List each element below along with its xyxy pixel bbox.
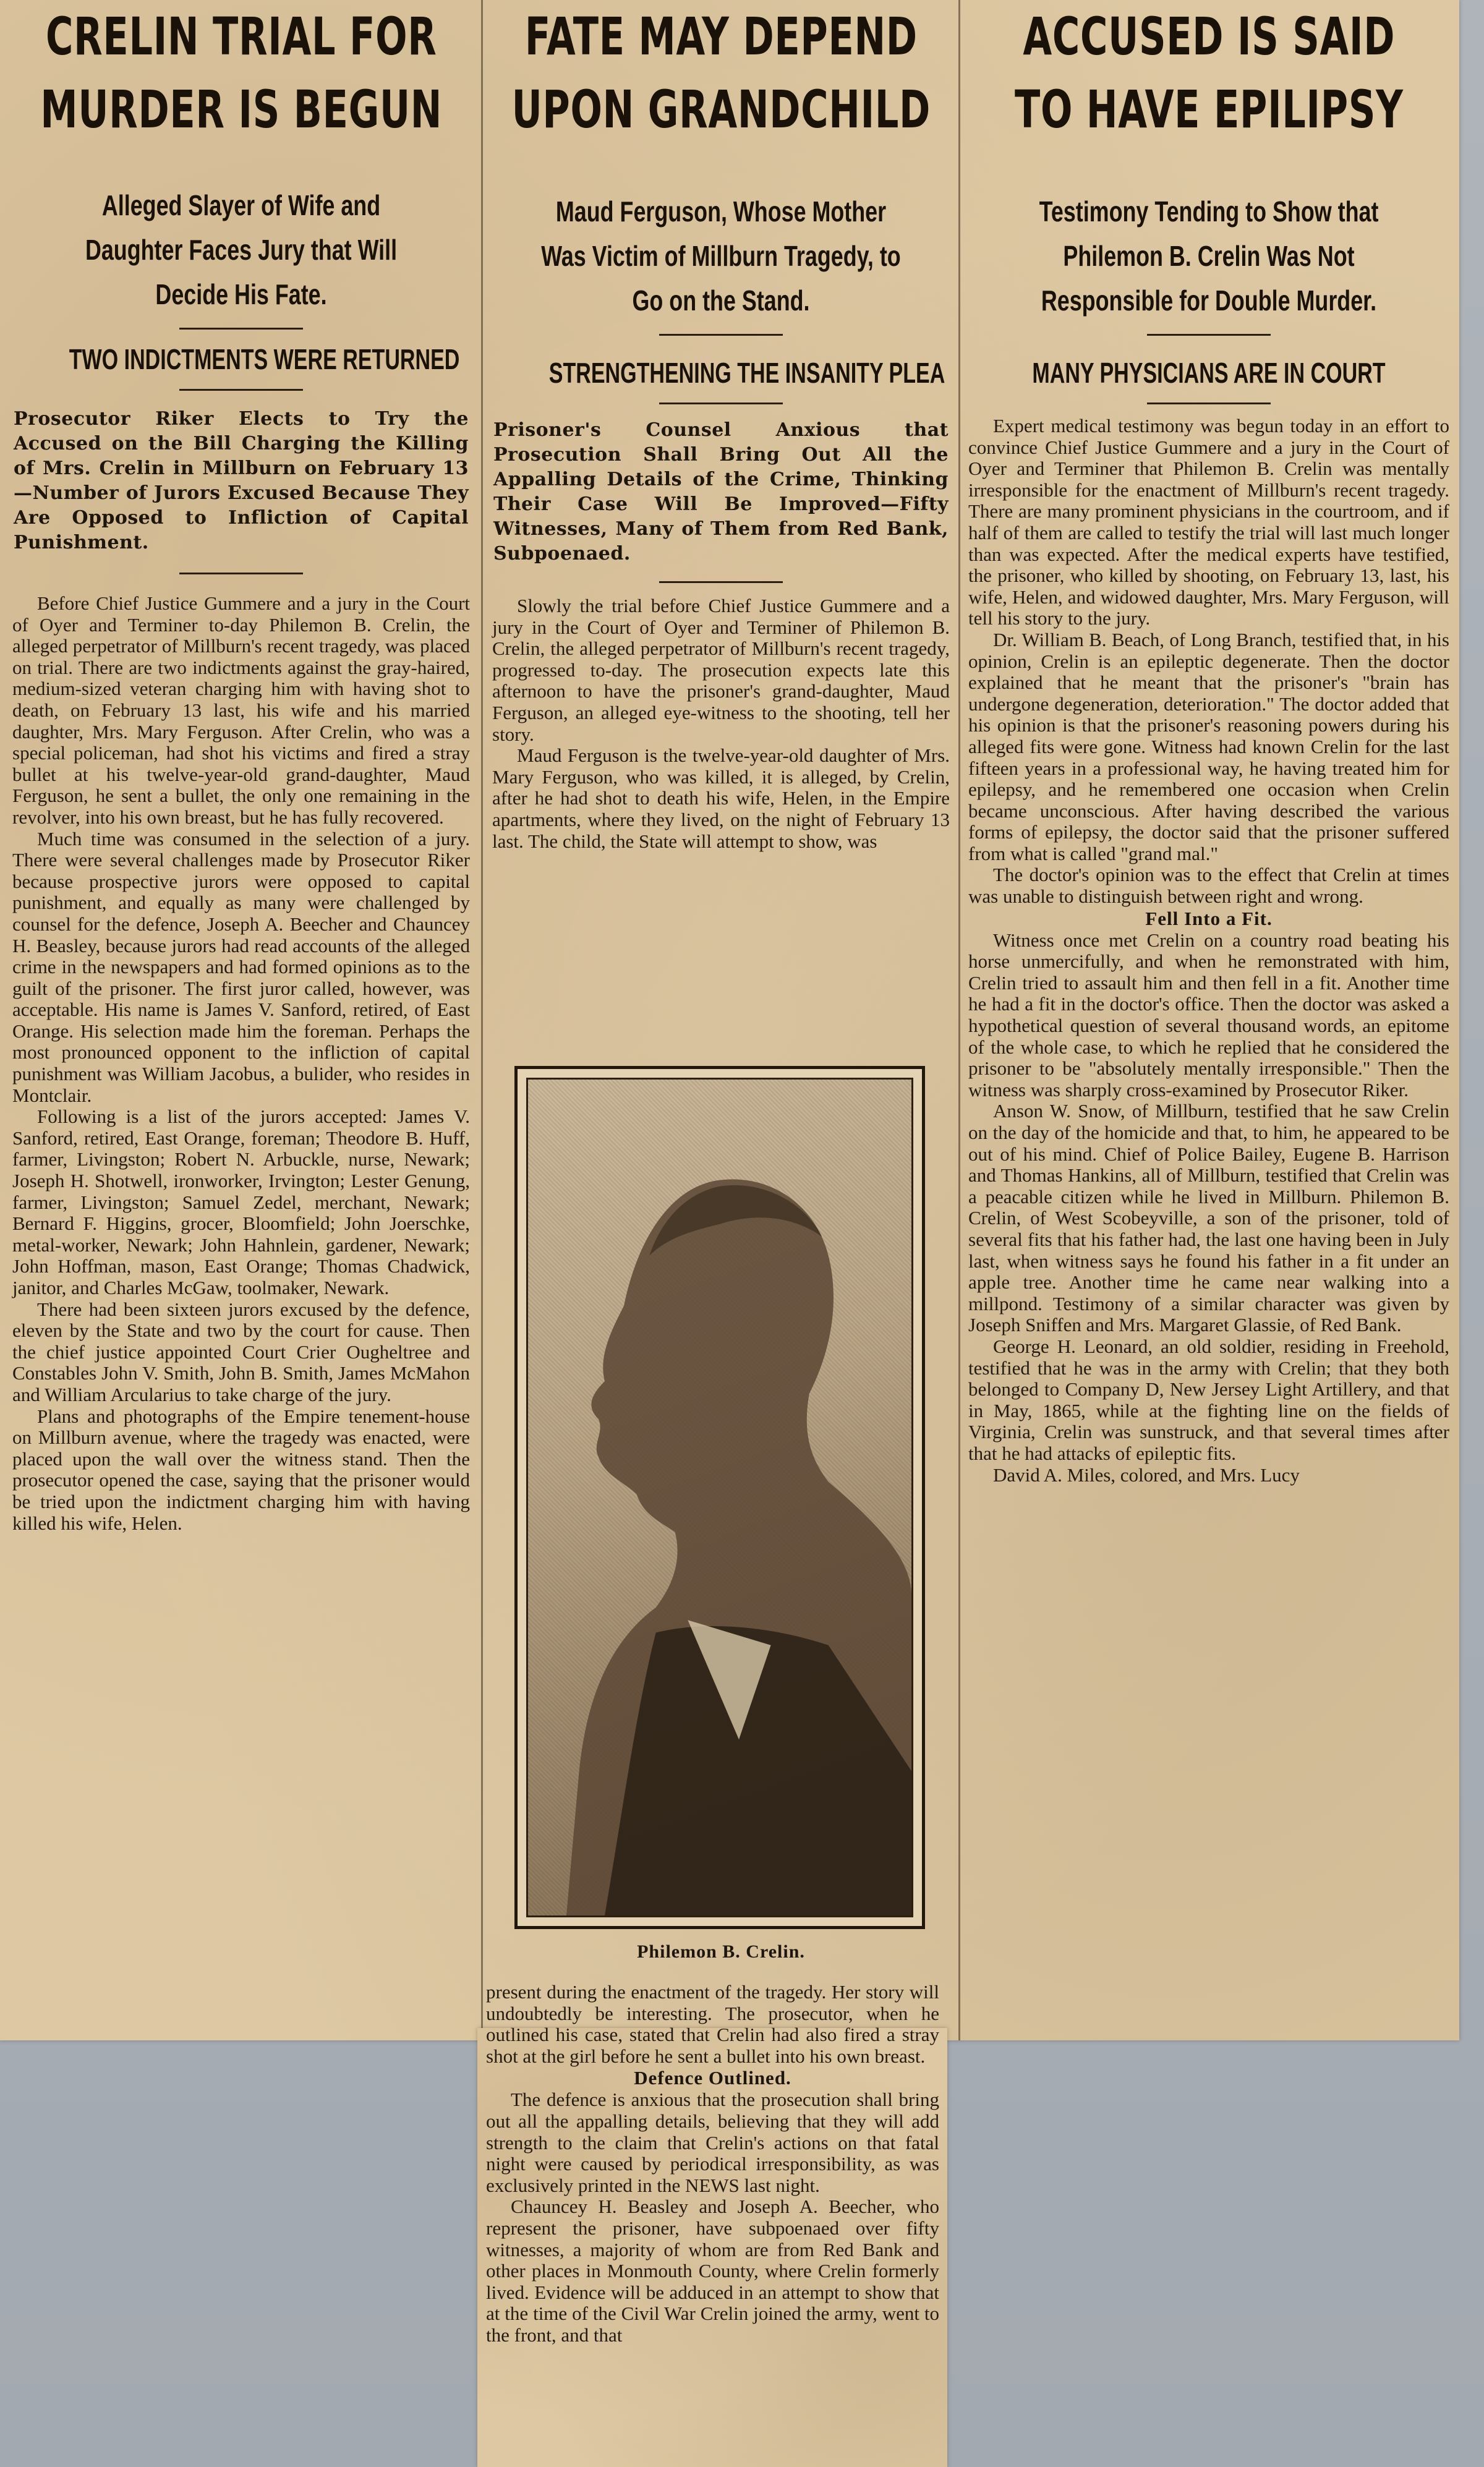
summary: Prosecutor Riker Elects to Try the Accused on the Bill Charging the Killing of Mrs. Crelin in Millburn on February 13—Number of Jurors Excused Because They Are Opposed to Infliction of Capital Punishment.	[14, 408, 469, 553]
article-crelin-trial	[9, 0, 474, 1534]
paragraph: Plans and photographs of the Empire tenement-house on Millburn avenue, where the tragedy was enacted, were placed upon the wall over the witness stand. Then the prosecutor opened the case, saying that the prisoner would be tried upon the indictment charging him with having killed his wife, Helen.	[12, 1405, 470, 1534]
divider	[1147, 403, 1271, 404]
divider	[659, 581, 783, 583]
paragraph: Slowly the trial before Chief Justice Gummere and a jury in the Court of Oyer and Terminer of Philemon B. Crelin, the alleged perpetrator of Millburn's recent tragedy, progressed to-day. The prosecution expects late this afternoon to have the prisoner's grand-daughter, Maud Ferguson, an alleged eye-witness to the shooting, tell her story.	[492, 595, 950, 745]
summary: Prisoner's Counsel Anxious that Prosecution Shall Bring Out All the Appalling Details of the Crime, Thinking Their Case Will Be Improved—Fifty Witnesses, Many of Them from Red Bank, Subpoenaed.	[493, 419, 949, 565]
paragraph: There had been sixteen jurors excused by the defence, eleven by the State and two by the court for cause. Then the chief justice appointed Court Crier Ougheltree and Constables John V. Smith, John B. Smith, James McMahon and William Arcularius to take charge of the jury.	[12, 1298, 470, 1405]
inline-subhead: Fell Into a Fit.	[1145, 907, 1273, 929]
portrait-silhouette	[528, 1080, 911, 1915]
deck: Testimony Tending to Show that Philemon B. Crelin Was Not Responsible for Double Murder.	[1039, 195, 1379, 317]
paragraph: Maud Ferguson is the twelve-year-old daughter of Mrs. Mary Ferguson, who was killed, it is alleged, by Crelin, after he had shot to death his wife, Helen, in the Empire apartments, where they lived, on the night of February 13 last. The child, the State will attempt to show, was	[492, 744, 950, 852]
article-epilepsy	[965, 0, 1453, 1486]
paragraph: Witness once met Crelin on a country road beating his horse unmercifully, and when he remonstrated with him, Crelin tried to assault him and then fell in a fit. Another time he had a fit in the doctor's office. Then the doctor was asked a hypothetical question of several thousand words, an epitome of the whole case, to which he replied that he considered the prisoner to be "absolutely mentally irresponsible." Then the witness was sharply cross-examined by Prosecutor Riker.	[968, 929, 1449, 1101]
paragraph: Expert medical testimony was begun today in an effort to convince Chief Justice Gummere and a jury in the Court of Oyer and Terminer that Philemon B. Crelin was mentally irresponsible for the enactment of Millburn's recent tragedy. There are many prominent physicians in the courtroom, and if half of them are called to testify the trial will last much longer than was expected. After the medical experts have testified, the prisoner, who killed by shooting, on February 13, last, his wife, Helen, and widowed daughter, Mrs. Mary Ferguson, will tell his story to the jury.	[968, 415, 1449, 629]
paragraph: present during the enactment of the tragedy. Her story will undoubtedly be interesting. The prosecutor, when he outlined his case, stated that Crelin had also fired a stray shot at the girl before he sent a bullet into his own breast.	[486, 1981, 939, 2067]
divider	[659, 403, 783, 404]
column-rule-left	[481, 0, 483, 2028]
subhead: MANY PHYSICIANS ARE IN COURT	[1032, 357, 1386, 389]
paragraph: Anson W. Snow, of Millburn, testified that he saw Crelin on the day of the homicide and that, to him, he appeared to be out of his mind. Chief of Police Bailey, Eugene B. Harrison and Thomas Hankins, all of Millburn, testified that Crelin was a peacable citizen while he lived in Millburn. Philemon B. Crelin, of West Scobeyville, a son of the prisoner, told of several fits that his father had, the last one having been in July last, when witness says he found his father in a fit under an apple tree. Another time he came near walking into a millpond. Testimony of a similar character was given by Joseph Sniffen and Mrs. Margaret Glassie, of Red Bank.	[968, 1100, 1449, 1336]
paragraph: Following is a list of the jurors accepted: James V. Sanford, retired, East Orange, foreman; Theodore B. Huff, farmer, Livingston; Robert N. Arbuckle, nurse, Newark; Joseph H. Shotwell, ironworker, Irvington; Lester Genung, farmer, Livingston; Samuel Zedel, merchant, Newark; Bernard F. Higgins, grocer, Bloomfield; John Joerschke, metal-worker, Newark; John Hahnlein, gardener, Newark; John Hoffman, mason, East Orange; Thomas Chadwick, janitor, and Charles McGaw, toolmaker, Newark.	[12, 1106, 470, 1298]
paragraph: Before Chief Justice Gummere and a jury in the Court of Oyer and Terminer to-day Philemon B. Crelin, the alleged perpetrator of Millburn's recent tragedy, was placed on trial. There are two indictments against the gray-haired, medium-sized veteran charging him with having shot to death, on February 13 last, his wife and his married daughter, Mrs. Mary Ferguson. After Crelin, who was a special policeman, had shot his victims and fired a stray bullet at his twelve-year-old grand-daughter, Maud Ferguson, he sent a bullet, the only one remaining in the revolver, into his own breast, but he has fully recovered.	[12, 592, 470, 828]
paragraph: David A. Miles, colored, and Mrs. Lucy	[993, 1464, 1300, 1486]
inline-subhead: Defence Outlined.	[634, 2067, 791, 2089]
column-rule-right	[958, 0, 960, 2040]
paragraph: Dr. William B. Beach, of Long Branch, testified that, in his opinion, Crelin is an epileptic degenerate. Then the doctor explained that he meant that the prisoner's "brain has undergone degeneration, deterioration." The doctor added that his opinion is that the prisoner's reasoning powers during his alleged fits were gone. Witness had known Crelin for the last fifteen years in a professional way, he having treated him for epilepsy, and he remembered one occasion when Crelin became unconscious. After having described the various forms of epilepsy, the doctor said that the prisoner suffered from what is called "grand mal."	[968, 628, 1449, 864]
divider	[179, 389, 303, 391]
headline: CRELIN TRIAL FOR MURDER IS BEGUN	[40, 6, 443, 140]
divider	[179, 328, 303, 330]
paragraph: The defence is anxious that the prosecution shall bring out all the appalling details, believing that they will add strength to the claim that Crelin's actions on that fatal night were caused by periodical irresponsibility, as was exclusively printed in the NEWS last night.	[486, 2089, 939, 2196]
deck: Maud Ferguson, Whose Mother Was Victim of Millburn Tragedy, to Go on the Stand.	[541, 195, 901, 317]
divider	[659, 334, 783, 336]
portrait-image	[526, 1078, 913, 1917]
paragraph: Chauncey H. Beasley and Joseph A. Beecher, who represent the prisoner, have subpoenaed over fifty witnesses, a majority of whom are from Red Bank and other places in Monmouth County, where Crelin formerly lived. Evidence will be adduced in an attempt to show that at the time of the Civil War Crelin joined the army, went to the front, and that	[486, 2196, 939, 2346]
subhead: TWO INDICTMENTS WERE RETURNED	[69, 343, 460, 375]
divider	[1147, 334, 1271, 336]
headline: ACCUSED IS SAID TO HAVE EPILIPSY	[1015, 6, 1404, 140]
portrait-photo	[514, 1066, 925, 1929]
deck: Alleged Slayer of Wife and Daughter Faces Jury that Will Decide His Fate.	[85, 189, 398, 310]
paragraph: George H. Leonard, an old soldier, residing in Freehold, testified that he was in the army with Crelin; that they both belonged to Company D, New Jersey Light Artillery, and that in May, 1865, while at the fighting line on the fields of Virginia, Crelin was sunstruck, and that several times after that he had attacks of epileptic fits.	[968, 1335, 1449, 1464]
paragraph: Much time was consumed in the selection of a jury. There were several challenges made by Prosecutor Riker because prospective jurors were opposed to capital punishment, and equally as many were challenged by counsel for the defence, Joseph A. Beecher and Chauncey H. Beasley, because jurors had read accounts of the alleged crime in the newspapers and had formed opinions as to the guilt of the prisoner. The first juror called, however, was acceptable. His name is James V. Sanford, retired, of East Orange. His selection made him the foreman. Perhaps the most pronounced opponent to the infliction of capital punishment was William Jacobus, a bulider, who resides in Montclair.	[12, 827, 470, 1106]
paragraph: The doctor's opinion was to the effect that Crelin at times was unable to distinguish between right and wrong.	[968, 864, 1449, 908]
divider	[179, 573, 303, 574]
photo-caption: Philemon B. Crelin.	[637, 1941, 805, 1962]
subhead: STRENGTHENING THE INSANITY PLEA	[548, 357, 945, 389]
headline: FATE MAY DEPEND UPON GRANDCHILD	[511, 6, 931, 140]
article-grandchild-continued	[482, 1982, 943, 2346]
article-grandchild	[488, 0, 953, 852]
